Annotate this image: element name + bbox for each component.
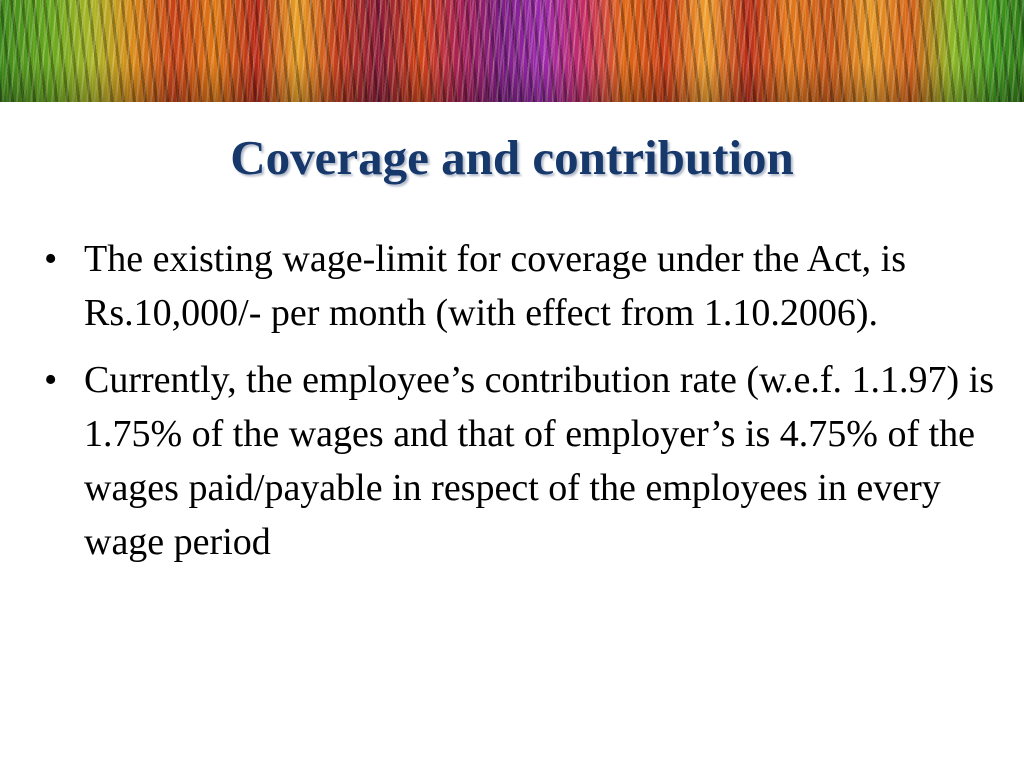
bullet-item: [44, 232, 994, 340]
bullet-item: [44, 353, 994, 569]
bullet-icon: •: [44, 238, 58, 280]
decorative-banner-image: [0, 0, 1024, 102]
bullet-list: [44, 232, 994, 582]
bullet-text: The existing wage-limit for coverage under the Act, is Rs.10,000/- per month (with effect from 1.10.2006).: [84, 238, 907, 334]
slide-title: Coverage and contribution: [230, 130, 794, 185]
bullet-icon: •: [44, 359, 58, 401]
bullet-text: Currently, the employee’s contribution rate (w.e.f. 1.1.97) is 1.75% of the wages and that of employer’s is 4.75% of the wages paid/payable in respect of the employees in every wage period: [84, 359, 994, 563]
banner-shade: [0, 62, 1024, 102]
